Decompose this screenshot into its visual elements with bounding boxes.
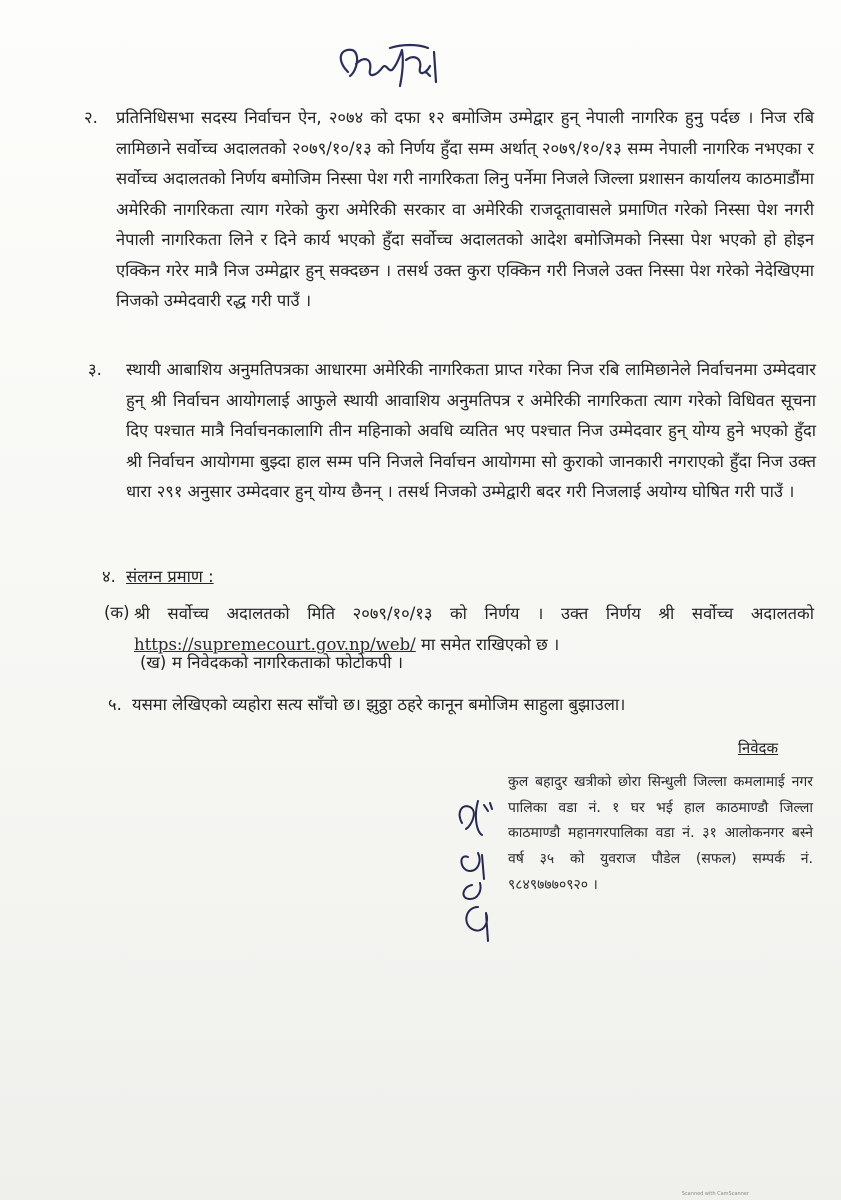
supreme-court-link[interactable]: https://supremecourt.gov.np/web/ [134,635,416,654]
handwritten-annotation [330,42,440,92]
item-number: ४. [102,567,116,586]
declaration-text: यसमा लेखिएको व्यहोरा सत्य साँचो छ। झुठ्ठा ठहरे कानून बमोजिम साहुला बुझाउला। [132,695,626,714]
evidence-a-label: (क) [104,603,130,622]
evidence-a-text: श्री सर्वोच्च अदालतको मिति २०७९/१०/१३ को निर्णय । उक्त निर्णय श्री सर्वोच्च अदालतको [134,604,814,623]
evidence-b-label: (ख) [140,653,167,672]
evidence-b-text: म निवेदकको नागरिकताको फोटोकपी । [172,653,404,672]
handwritten-signature [448,795,508,945]
applicant-details: कुल बहादुर खत्रीको छोरा सिन्धुली जिल्ला कमलामाई नगर पालिका वडा नं. १ घर भई हाल काठमाण्डौ जिल्ला काठमाण्डौ महानगरपालिका वडा नं. ३१ आलोकनगर बस्ने वर्ष ३५ को युवराज पौडेल (सफल) सम्पर्क नं. ९८४९७७७०९२० । [508,774,813,893]
scanner-watermark: Scanned with CamScanner [681,1191,749,1197]
item-3-paragraph: स्थायी आबाशिय अनुमतिपत्रका आधारमा अमेरिकी नागरिकता प्राप्त गरेका निज रबि लामिछानेले निर्वाचनमा उम्मेदवार हुन् श्री निर्वाचन आयोगलाई आफुले स्थायी आवाशिय अनुमतिपत्र र अमेरिकी नागरिकता त्याग गरेको विधिवत सूचना दिए पश्चात मात्रै निर्वाचनकालागि तीन महिनाको अवधि व्यतित भए पश्चात निज उम्मेदवार हुन् योग्य हुने भएको हुँदा श्री निर्वाचन आयोगमा बुझ्दा हाल सम्म पनि निजले निर्वाचन आयोगमा सो कुराको जानकारी नगराएको हुँदा निज उक्त धारा २९१ अनुसार उम्मेदवार हुन् योग्य छैनन् । तसर्थ निजको उम्मेद्वारी बदर गरी निजलाई अयोग्य घोषित गरी पाउँ । [126,360,816,501]
applicant-title: निवेदक [738,739,779,757]
item-number: ५. [108,695,122,714]
item-2-paragraph: प्रतिनिधिसभा सदस्य निर्वाचन ऐन, २०७४ को दफा १२ बमोजिम उम्मेद्वार हुन् नेपाली नागरिक हुनु पर्दछ । निज रबि लामिछाने सर्वोच्च अदालतको २०७९/१०/१३ को निर्णय हुँदा सम्म अर्थात् २०७९/१०/१३ सम्म नेपाली नागरिक नभएका र सर्वोच्च अदालतको निर्णय बमोजिम निस्सा पेश गरी नागरिकता लिनु पर्नेमा निजले जिल्ला प्रशासन कार्यालय काठमाडौंमा अमेरिकी नागरिकता त्याग गरेको कुरा अमेरिकी सरकार वा अमेरिकी राजदूतावासले प्रमाणित गरेको निस्सा पेश नगरी नेपाली नागरिकता लिने र दिने कार्य भएको हुँदा सर्वोच्च अदालतको आदेश बमोजिमको निस्सा पेश भएको हो होइन एक्किन गरेर मात्रै निज उम्मेद्वार हुन् सक्दछन । तसर्थ उक्त कुरा एक्किन गरी निजले उक्त निस्सा पेश गरेको नेदेखिएमा निजको उम्मेदवारी रद्ध गरी पाउँ । [116,108,814,310]
item-number: २. [84,108,98,127]
item-number: ३. [88,360,102,379]
evidence-heading: संलग्न प्रमाण : [126,567,214,586]
evidence-a-suffix: मा समेत राखिएको छ । [421,635,560,654]
